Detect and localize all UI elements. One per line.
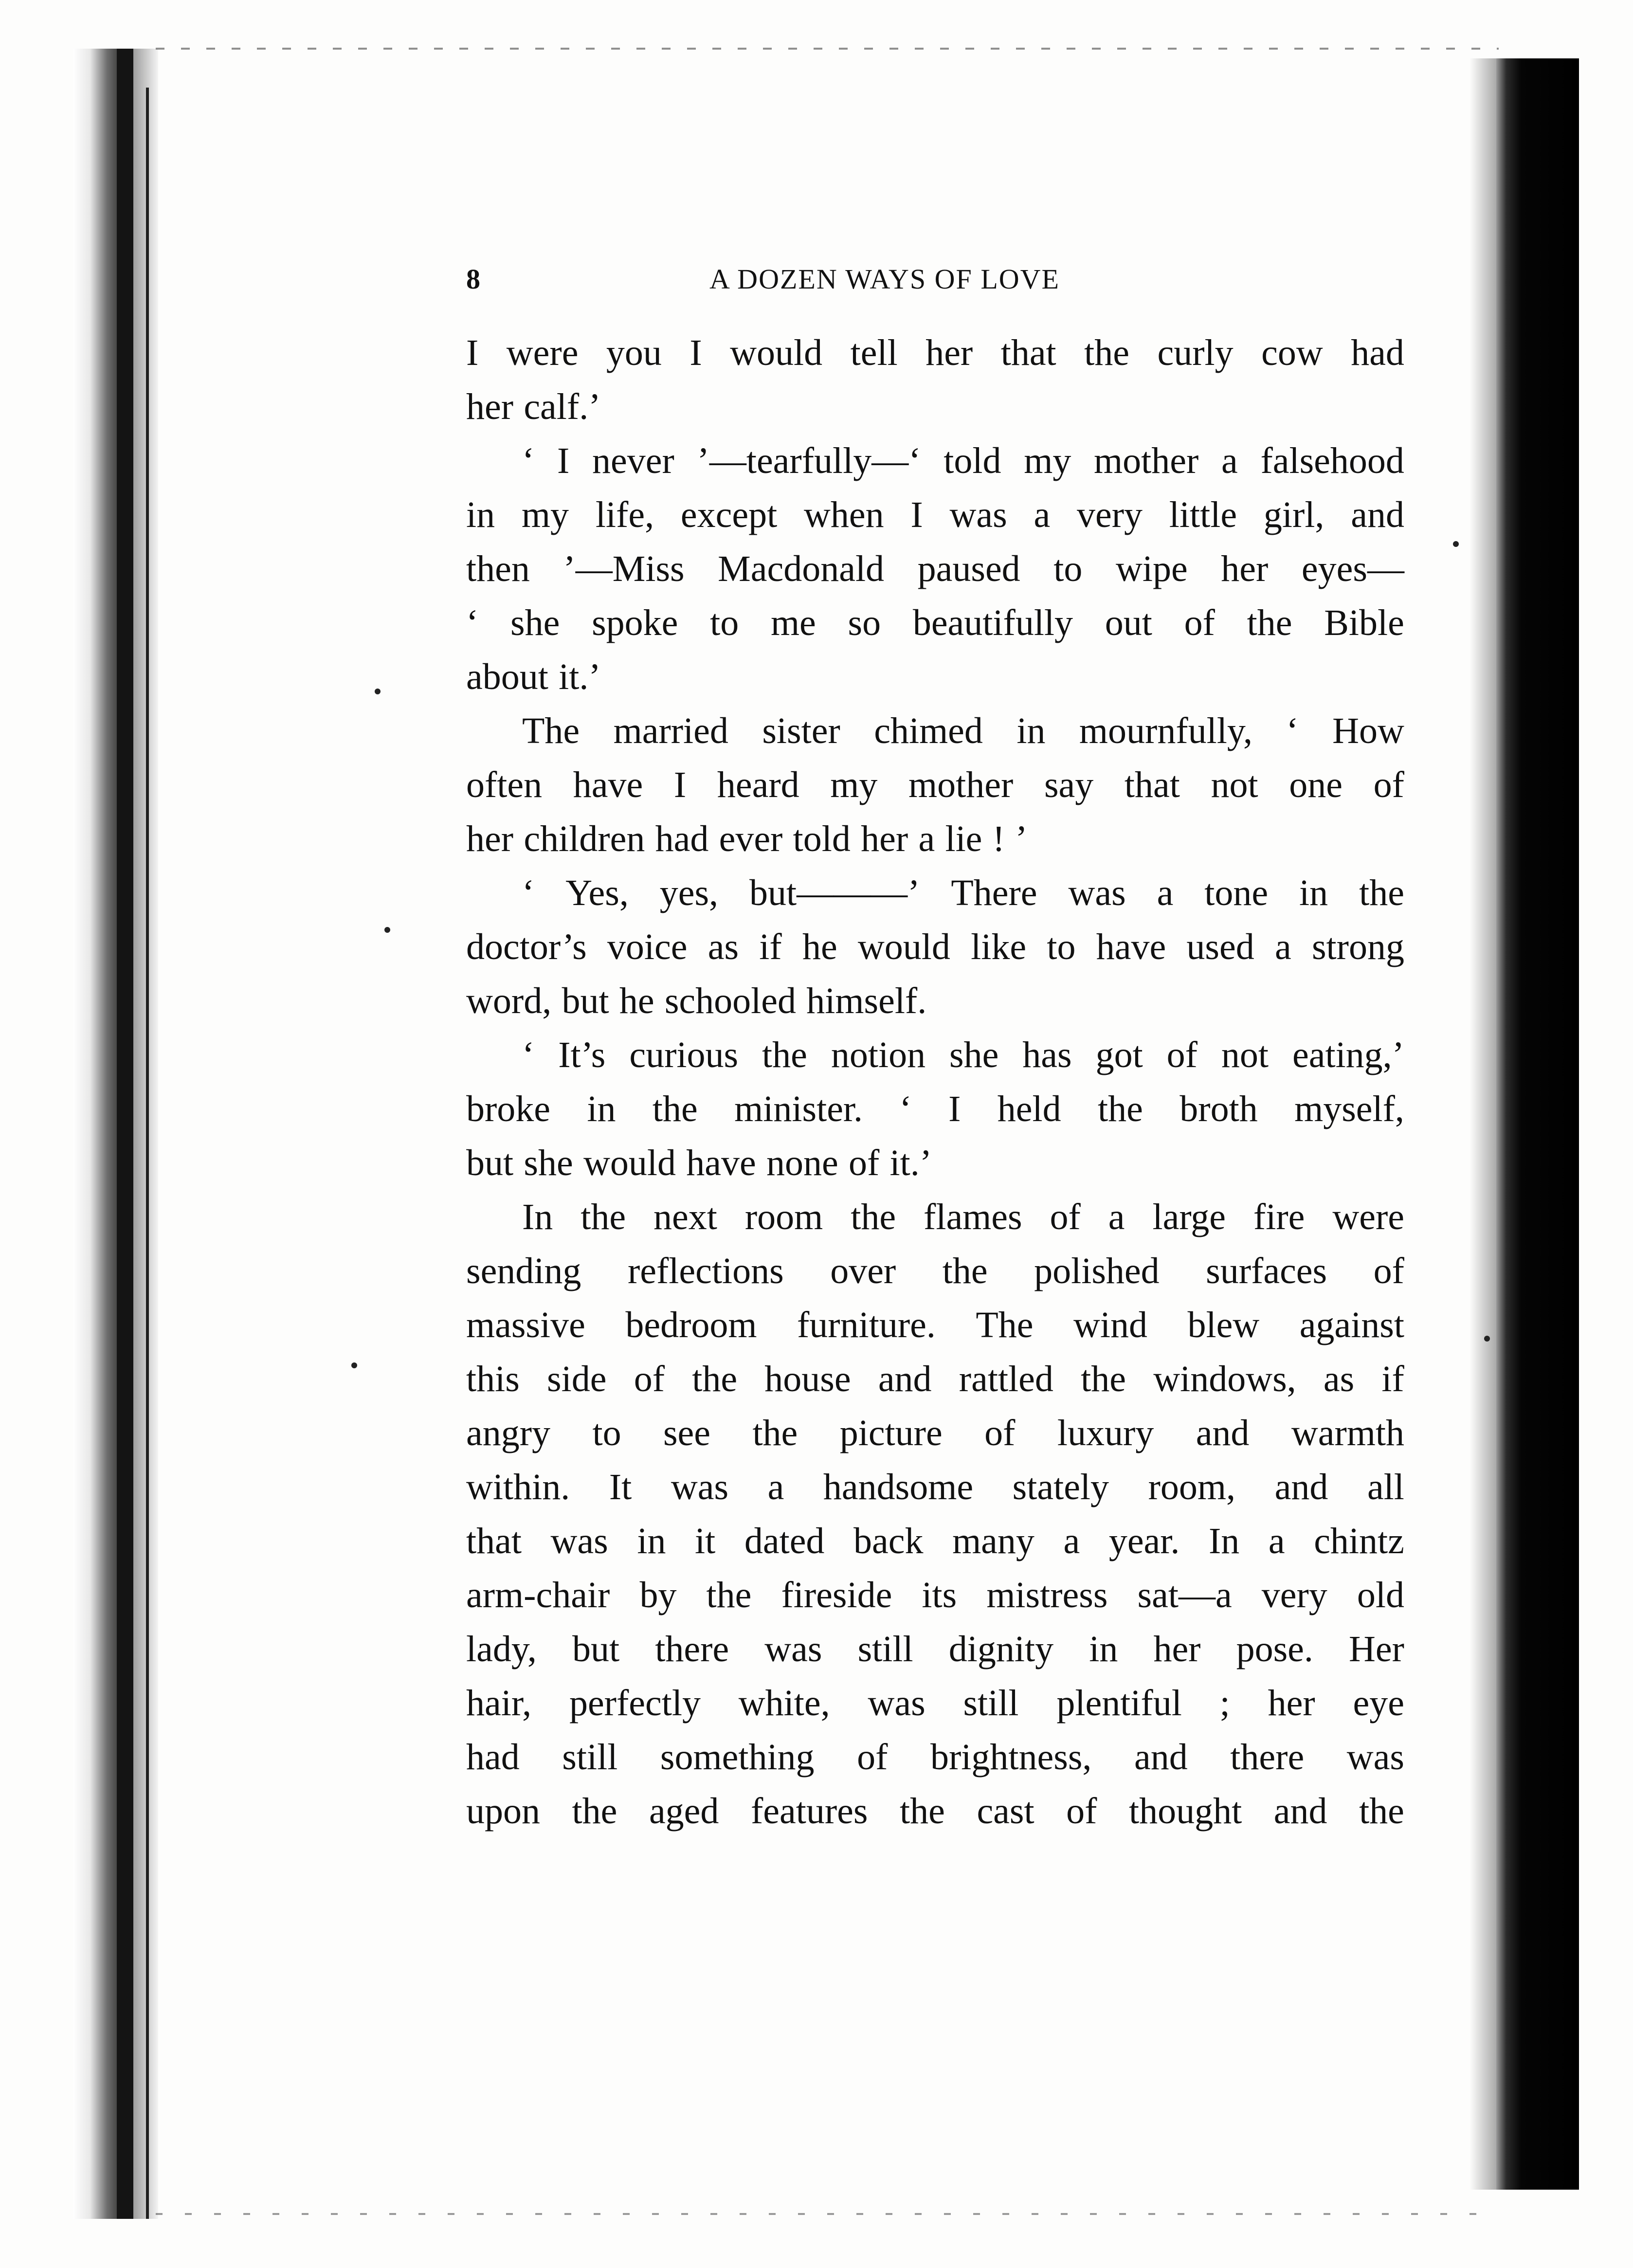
word: many	[952, 1521, 1034, 1561]
word: beautifully	[912, 602, 1073, 643]
word: mournfully,	[1079, 710, 1252, 751]
word: ever	[719, 818, 783, 859]
word: minister.	[734, 1089, 863, 1129]
word: of	[1184, 602, 1215, 643]
word: her	[466, 386, 514, 427]
word: out	[1105, 602, 1152, 643]
text-line	[466, 920, 1404, 974]
text-line	[466, 1460, 1404, 1514]
word: surfaces	[1206, 1251, 1327, 1291]
word: you	[606, 332, 662, 373]
text-line	[466, 1568, 1404, 1622]
left-binding-line	[117, 49, 133, 2219]
word: it	[695, 1521, 716, 1561]
word: a	[918, 818, 935, 859]
word: !	[992, 818, 1005, 859]
word: Bible	[1324, 602, 1404, 643]
word: my	[521, 494, 569, 535]
word: paused	[917, 548, 1020, 589]
text-line	[466, 974, 1404, 1028]
word: chintz	[1314, 1521, 1404, 1561]
word: back	[853, 1521, 924, 1561]
text-line	[466, 1244, 1404, 1298]
word: myself,	[1294, 1089, 1404, 1129]
word: my	[830, 764, 878, 805]
scan-speck	[1453, 541, 1459, 547]
word: arm-chair	[466, 1575, 610, 1615]
word: if	[1381, 1359, 1404, 1399]
word: got	[1095, 1034, 1143, 1075]
word: ‘	[899, 1089, 912, 1129]
word: a	[1221, 440, 1238, 481]
text-line	[466, 704, 1404, 758]
word: then	[466, 548, 530, 589]
word: if	[759, 926, 782, 967]
word: he	[619, 980, 654, 1021]
text-line	[466, 1190, 1404, 1244]
word: aged	[649, 1791, 719, 1832]
word: something	[660, 1737, 815, 1778]
word: lie	[945, 818, 982, 859]
word: the	[900, 1791, 945, 1832]
text-line	[466, 1622, 1404, 1676]
word: rattled	[959, 1359, 1053, 1399]
word: a	[1108, 1197, 1125, 1237]
word: of	[1066, 1791, 1097, 1832]
word: sister	[762, 710, 840, 751]
word: a	[1034, 494, 1051, 535]
word: her	[466, 818, 514, 859]
page-number: 8	[466, 263, 481, 295]
text-line	[466, 1514, 1404, 1568]
text-line	[466, 1784, 1404, 1838]
word: Her	[1349, 1629, 1404, 1669]
word: say	[1044, 764, 1094, 805]
word: fireside	[781, 1575, 892, 1615]
word: a	[767, 1467, 784, 1507]
word: but———’	[749, 872, 920, 913]
word: pose.	[1236, 1629, 1313, 1669]
word: held	[997, 1089, 1061, 1129]
word: and	[1134, 1737, 1188, 1778]
word: to	[592, 1413, 621, 1453]
text-line	[466, 1352, 1404, 1406]
word: had	[655, 818, 709, 859]
word: ‘	[522, 440, 535, 481]
word: yes,	[659, 872, 719, 913]
text-line	[466, 380, 1404, 434]
word: In	[1208, 1521, 1240, 1561]
word: mistress	[986, 1575, 1108, 1615]
word: one	[1289, 764, 1343, 805]
word: the	[581, 1197, 626, 1237]
word: sat—a	[1137, 1575, 1232, 1615]
word: and	[878, 1359, 932, 1399]
word: as	[708, 926, 739, 967]
word: by	[639, 1575, 677, 1615]
word: the	[706, 1575, 752, 1615]
word: but	[562, 980, 609, 1021]
word: of	[1373, 764, 1404, 805]
word: that	[466, 1521, 522, 1561]
word: eye	[1353, 1683, 1404, 1724]
word: cast	[977, 1791, 1034, 1832]
word: sending	[466, 1251, 581, 1291]
word: has	[1022, 1034, 1072, 1075]
word: thought	[1129, 1791, 1242, 1832]
word: little	[1169, 494, 1237, 535]
word: chimed	[874, 710, 983, 751]
word: her	[925, 332, 973, 373]
word: but	[572, 1629, 620, 1669]
word: the	[1247, 602, 1292, 643]
word: have	[1096, 926, 1166, 967]
word: heard	[717, 764, 799, 805]
text-line	[466, 326, 1404, 380]
word: were	[1332, 1197, 1404, 1237]
word: told	[944, 440, 1001, 481]
word: she	[524, 1143, 573, 1183]
word: her	[1221, 548, 1269, 589]
word: furniture.	[797, 1305, 936, 1345]
text-line	[466, 866, 1404, 920]
word: dated	[744, 1521, 825, 1561]
word: still	[963, 1683, 1019, 1724]
word: mother	[908, 764, 1014, 805]
word: the	[942, 1251, 988, 1291]
word: dignity	[948, 1629, 1054, 1669]
body-text	[466, 326, 1404, 1838]
word: about	[466, 656, 548, 697]
word: and	[1274, 1467, 1328, 1507]
word: handsome	[823, 1467, 974, 1507]
word: to	[1047, 926, 1076, 967]
word: in	[587, 1089, 616, 1129]
word: a	[1274, 926, 1291, 967]
word: wind	[1073, 1305, 1147, 1345]
word: room	[744, 1197, 823, 1237]
text-line	[466, 812, 1404, 866]
word: old	[1357, 1575, 1404, 1615]
word: the	[1359, 1791, 1404, 1832]
text-line	[466, 1298, 1404, 1352]
text-line	[466, 488, 1404, 542]
word: to	[1053, 548, 1083, 589]
word: the	[692, 1359, 738, 1399]
word: he	[802, 926, 837, 967]
word: it.’	[889, 1143, 932, 1183]
word: I	[689, 332, 702, 373]
scan-speck	[351, 1362, 357, 1368]
word: It	[609, 1467, 632, 1507]
word: calf.’	[524, 386, 601, 427]
word: a	[1268, 1521, 1285, 1561]
word: stately	[1012, 1467, 1109, 1507]
text-line	[466, 1028, 1404, 1082]
word: me	[770, 602, 816, 643]
word: often	[466, 764, 543, 805]
text-line	[466, 650, 1404, 704]
word: of	[984, 1413, 1016, 1453]
word: still	[562, 1737, 618, 1778]
word: schooled	[664, 980, 797, 1021]
word: luxury	[1057, 1413, 1154, 1453]
word: year.	[1108, 1521, 1180, 1561]
text-line	[466, 1406, 1404, 1460]
word: features	[750, 1791, 868, 1832]
word: that	[1124, 764, 1180, 805]
word: I	[557, 440, 570, 481]
word: In	[522, 1197, 553, 1237]
top-scan-noise	[156, 48, 1499, 50]
word: The	[976, 1305, 1034, 1345]
text-line	[466, 1676, 1404, 1730]
text-line	[466, 1730, 1404, 1784]
word: in	[1299, 872, 1328, 913]
word: her	[1268, 1683, 1315, 1724]
word: married	[613, 710, 728, 751]
word: himself.	[806, 980, 927, 1021]
word: fire	[1253, 1197, 1305, 1237]
word: of	[1166, 1034, 1198, 1075]
word: curious	[629, 1034, 739, 1075]
word: when	[803, 494, 884, 535]
word: room,	[1148, 1467, 1236, 1507]
word: side	[547, 1359, 607, 1399]
word: a	[1157, 872, 1174, 913]
scan-speck	[375, 689, 381, 694]
word: cow	[1261, 332, 1323, 373]
word: reflections	[627, 1251, 784, 1291]
text-line	[466, 434, 1404, 488]
left-binding-shadow	[73, 49, 158, 2219]
word: the	[752, 1413, 798, 1453]
bottom-scan-noise	[156, 2213, 1499, 2215]
word: she	[510, 602, 560, 643]
word: was	[1346, 1737, 1404, 1778]
word: strong	[1311, 926, 1404, 967]
word: in	[637, 1521, 666, 1561]
word: of	[1373, 1251, 1404, 1291]
word: large	[1152, 1197, 1226, 1237]
word: of	[634, 1359, 665, 1399]
word: girl,	[1263, 494, 1325, 535]
word: ;	[1219, 1683, 1230, 1724]
text-line	[466, 596, 1404, 650]
word: life,	[595, 494, 654, 535]
word: word,	[466, 980, 552, 1021]
word: tone	[1204, 872, 1269, 913]
word: upon	[466, 1791, 540, 1832]
running-header	[466, 263, 1425, 302]
word: house	[764, 1359, 851, 1399]
word: would	[583, 1143, 676, 1183]
scan-speck	[1484, 1336, 1490, 1342]
word: the	[762, 1034, 807, 1075]
word: used	[1186, 926, 1254, 967]
word: flames	[924, 1197, 1022, 1237]
word: The	[522, 710, 580, 751]
word: polished	[1034, 1251, 1160, 1291]
left-margin-line	[146, 88, 149, 2219]
word: How	[1332, 710, 1404, 751]
word: I	[466, 332, 479, 373]
word: I	[673, 764, 687, 805]
word: over	[830, 1251, 896, 1291]
word: none	[766, 1143, 838, 1183]
word: Yes,	[565, 872, 629, 913]
word: was	[550, 1521, 608, 1561]
word: falsehood	[1260, 440, 1404, 481]
word: was	[671, 1467, 729, 1507]
word: as	[1323, 1359, 1355, 1399]
word: there	[1230, 1737, 1305, 1778]
word: ‘	[466, 602, 479, 643]
word: hair,	[466, 1683, 532, 1724]
word: ’	[1015, 818, 1028, 859]
word: were	[506, 332, 579, 373]
word: the	[851, 1197, 896, 1237]
word: was	[949, 494, 1007, 535]
word: of	[1050, 1197, 1081, 1237]
word: not	[1211, 764, 1258, 805]
word: in	[1016, 710, 1046, 751]
word: and	[1273, 1791, 1327, 1832]
word: its	[922, 1575, 957, 1615]
word: picture	[839, 1413, 943, 1453]
word: notion	[831, 1034, 926, 1075]
word: curly	[1157, 332, 1234, 373]
word: so	[848, 602, 881, 643]
word: this	[466, 1359, 520, 1399]
word: like	[971, 926, 1027, 967]
word: but	[466, 1143, 514, 1183]
word: against	[1299, 1305, 1404, 1345]
text-line	[466, 758, 1404, 812]
word: except	[680, 494, 778, 535]
word: very	[1261, 1575, 1327, 1615]
word: her	[861, 818, 908, 859]
word: the	[1098, 1089, 1143, 1129]
word: not	[1221, 1034, 1269, 1075]
word: brightness,	[930, 1737, 1092, 1778]
word: the	[1081, 1359, 1126, 1399]
word: of	[848, 1143, 880, 1183]
word: tell	[850, 332, 898, 373]
running-title: A DOZEN WAYS OF LOVE	[709, 263, 1060, 295]
word: ‘	[1286, 710, 1299, 751]
word: broke	[466, 1089, 551, 1129]
word: very	[1076, 494, 1143, 535]
word: that	[1000, 332, 1056, 373]
right-binding-shadow	[1496, 58, 1579, 2190]
word: told	[793, 818, 851, 859]
word: have	[686, 1143, 756, 1183]
word: her	[1153, 1629, 1201, 1669]
word: white,	[738, 1683, 830, 1724]
scan-speck	[384, 927, 390, 933]
word: eyes—	[1301, 548, 1404, 589]
word: eating,’	[1292, 1034, 1404, 1075]
word: to	[710, 602, 739, 643]
word: angry	[466, 1413, 551, 1453]
word: lady,	[466, 1629, 537, 1669]
word: It’s	[558, 1034, 606, 1075]
word: had	[466, 1737, 520, 1778]
word: was	[868, 1683, 925, 1724]
word: voice	[607, 926, 688, 967]
word: would	[857, 926, 950, 967]
word: massive	[466, 1305, 585, 1345]
word: ’—Miss	[563, 548, 685, 589]
word: mother	[1094, 440, 1199, 481]
word: within.	[466, 1467, 570, 1507]
word: perfectly	[569, 1683, 701, 1724]
word: Macdonald	[718, 548, 885, 589]
word: never	[592, 440, 674, 481]
word: wipe	[1115, 548, 1188, 589]
word: I	[910, 494, 923, 535]
text-line	[466, 1082, 1404, 1136]
word: had	[1351, 332, 1404, 373]
word: it.’	[559, 656, 601, 697]
word: ’—tearfully—‘	[697, 440, 921, 481]
word: the	[1084, 332, 1129, 373]
word: plentiful	[1056, 1683, 1182, 1724]
word: she	[949, 1034, 999, 1075]
word: still	[857, 1629, 913, 1669]
word: next	[653, 1197, 717, 1237]
word: was	[764, 1629, 822, 1669]
word: my	[1024, 440, 1071, 481]
word: the	[1359, 872, 1404, 913]
word: a	[1063, 1521, 1080, 1561]
word: see	[663, 1413, 711, 1453]
word: I	[948, 1089, 961, 1129]
word: ‘	[522, 872, 535, 913]
word: in	[1089, 1629, 1118, 1669]
word: warmth	[1291, 1413, 1404, 1453]
word: of	[857, 1737, 888, 1778]
word: would	[730, 332, 823, 373]
word: in	[466, 494, 495, 535]
word: there	[655, 1629, 729, 1669]
word: the	[572, 1791, 617, 1832]
word: the	[652, 1089, 698, 1129]
word: bedroom	[625, 1305, 757, 1345]
word: There	[951, 872, 1037, 913]
word: children	[524, 818, 645, 859]
word: doctor’s	[466, 926, 587, 967]
word: windows,	[1153, 1359, 1296, 1399]
word: and	[1196, 1413, 1250, 1453]
text-line	[466, 1136, 1404, 1190]
text-line	[466, 542, 1404, 596]
word: blew	[1187, 1305, 1260, 1345]
word: spoke	[592, 602, 678, 643]
word: and	[1351, 494, 1404, 535]
word: have	[573, 764, 643, 805]
word: all	[1367, 1467, 1404, 1507]
word: ‘	[522, 1034, 535, 1075]
word: was	[1068, 872, 1126, 913]
word: broth	[1179, 1089, 1258, 1129]
